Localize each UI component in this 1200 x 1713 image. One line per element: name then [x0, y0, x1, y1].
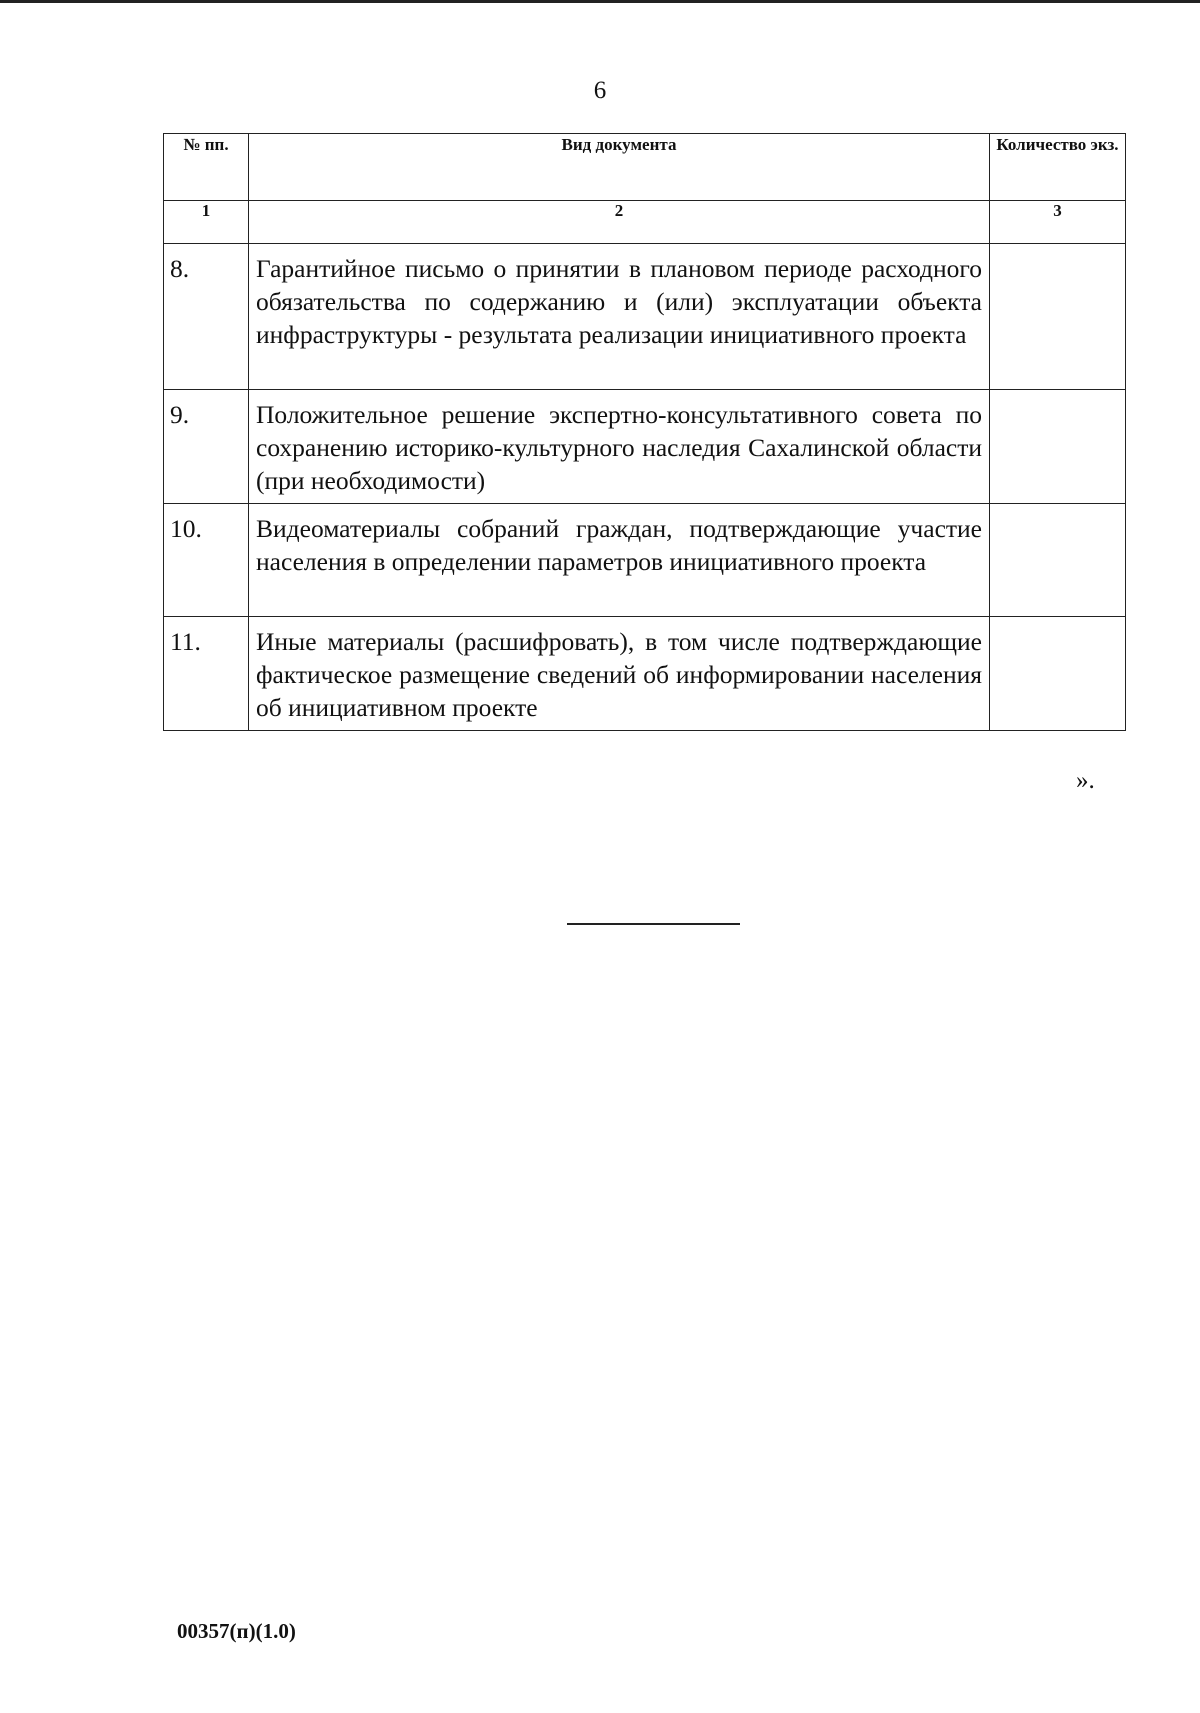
column-index-row — [164, 201, 1126, 244]
end-separator-line — [567, 923, 740, 925]
row-count — [990, 504, 1126, 617]
footer-document-code: 00357(п)(1.0) — [177, 1619, 296, 1643]
row-count — [990, 244, 1126, 390]
row-number: 10. — [164, 504, 249, 617]
row-number: 11. — [164, 617, 249, 731]
column-index-2: 2 — [249, 201, 990, 244]
table-row — [164, 244, 1126, 390]
row-number: 9. — [164, 390, 249, 504]
header-num: № пп. — [164, 134, 249, 201]
header-document-type: Вид документа — [249, 134, 990, 201]
closing-quote: ». — [1076, 767, 1095, 794]
column-index-3: 3 — [990, 201, 1126, 244]
table-header-row — [164, 134, 1126, 201]
header-count: Количество экз. — [990, 134, 1126, 201]
row-document-type: Гарантийное письмо о принятии в плановом периоде расходного обязательства по содержанию и (или) эксплуатации объекта инфраструктуры - результата реализации инициативного проекта — [249, 244, 990, 390]
table-row — [164, 390, 1126, 504]
table-row — [164, 504, 1126, 617]
row-document-type: Положительное решение экспертно-консультативного совета по сохранению историко-культурного наследия Сахалинской области (при необходимости) — [249, 390, 990, 504]
row-number: 8. — [164, 244, 249, 390]
row-count — [990, 390, 1126, 504]
row-document-type: Видеоматериалы собраний граждан, подтверждающие участие населения в определении параметров инициативного проекта — [249, 504, 990, 617]
documents-table — [163, 133, 1126, 731]
column-index-1: 1 — [164, 201, 249, 244]
table-row — [164, 617, 1126, 731]
row-document-type: Иные материалы (расшифровать), в том числе подтверждающие фактическое размещение сведений об информировании населения об инициативном проекте — [249, 617, 990, 731]
page-number: 6 — [593, 77, 607, 104]
page-top-edge — [0, 0, 1200, 3]
row-count — [990, 617, 1126, 731]
